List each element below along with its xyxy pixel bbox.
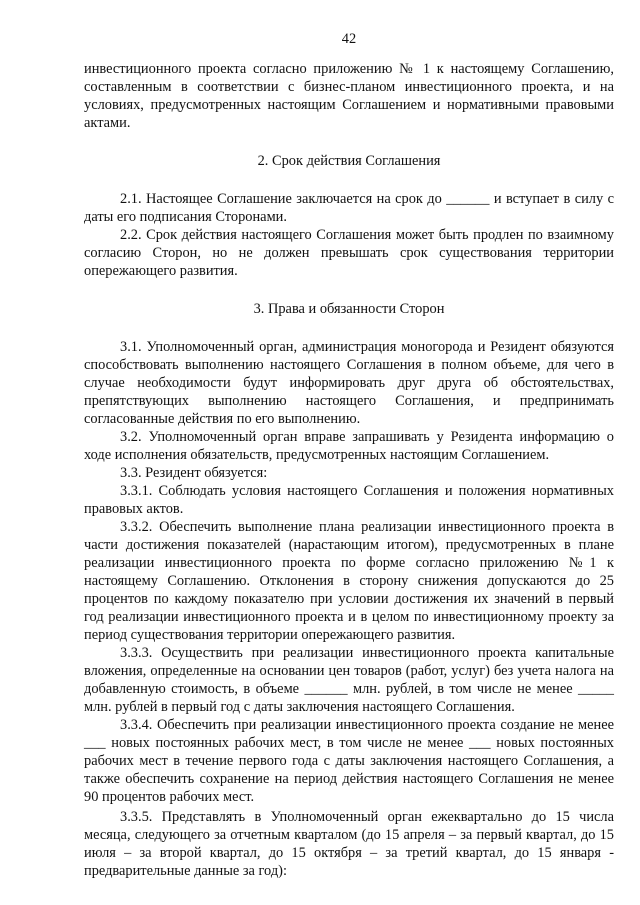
paragraph-2-2: 2.2. Срок действия настоящего Соглашения может быть продлен по взаимному согласию Сторон, но не должен превышать срок существования территории опережающего развития. [84,227,614,279]
paragraph-3-3-5: 3.3.5. Представлять в Уполномоченный орган ежеквартально до 15 числа месяца, следующего за отчетным кварталом (до 15 апреля – за первый квартал, до 15 июля – за второй квартал, до 15 октября – за третий квартал, до 15 января - предварительные данные за год): [84,809,614,879]
paragraph-3-3-1: 3.3.1. Соблюдать условия настоящего Соглашения и положения нормативных правовых актов. [84,483,614,517]
paragraph-3-3-4: 3.3.4. Обеспечить при реализации инвестиционного проекта создание не менее ___ новых постоянных рабочих мест, в том числе не менее ___ новых постоянных рабочих мест в течение первого года с даты заключения настоящего Соглашения, а также обеспечить сохранение на период действия настоящего Соглашения не менее 90 процентов рабочих мест. [84,717,614,805]
paragraph-3-2: 3.2. Уполномоченный орган вправе запрашивать у Резидента информацию о ходе исполнения обязательств, предусмотренных настоящим Соглашением. [84,429,614,463]
paragraph-3-3: 3.3. Резидент обязуется: [120,465,268,481]
section-2-heading: 2. Срок действия Соглашения [257,153,441,169]
paragraph-3-1: 3.1. Уполномоченный орган, администрация моногорода и Резидент обязуются способствовать выполнению настоящего Соглашения в полном объеме, для чего в случае необходимости будут информировать друг друга об обстоятельствах, препятствующих выполнению настоящего Соглашения, и предпринимать согласованные действия по его выполнению. [84,339,614,427]
intro-paragraph: инвестиционного проекта согласно приложению № 1 к настоящему Соглашению, составленным в соответствии с бизнес-планом инвестиционного проекта, и на условиях, предусмотренных настоящим Соглашением и нормативными правовыми актами. [84,61,614,131]
paragraph-3-3-2: 3.3.2. Обеспечить выполнение плана реализации инвестиционного проекта в части достижения показателей (нарастающим итогом), предусмотренных в плане реализации инвестиционного проекта по форме согласно приложению №1 к настоящему Соглашению. Отклонения в сторону снижения допускаются до 25 процентов по каждому показателю при условии достижения их значений в первый год реализации инвестиционного проекта и в целом по инвестиционному проекту за период существования территории опережающего развития. [84,519,614,643]
section-3-heading: 3. Права и обязанности Сторон [253,301,445,317]
paragraph-2-1: 2.1. Настоящее Соглашение заключается на срок до ______ и вступает в силу с даты его подписания Сторонами. [84,191,614,225]
page-number: 42 [341,31,357,47]
document-page [84,30,614,880]
paragraph-3-3-3: 3.3.3. Осуществить при реализации инвестиционного проекта капитальные вложения, определенные на основании цен товаров (работ, услуг) без учета налога на добавленную стоимость, в объеме ______ млн. рублей, в том числе не менее _____ млн. рублей в первый год с даты заключения настоящего Соглашения. [84,645,614,715]
